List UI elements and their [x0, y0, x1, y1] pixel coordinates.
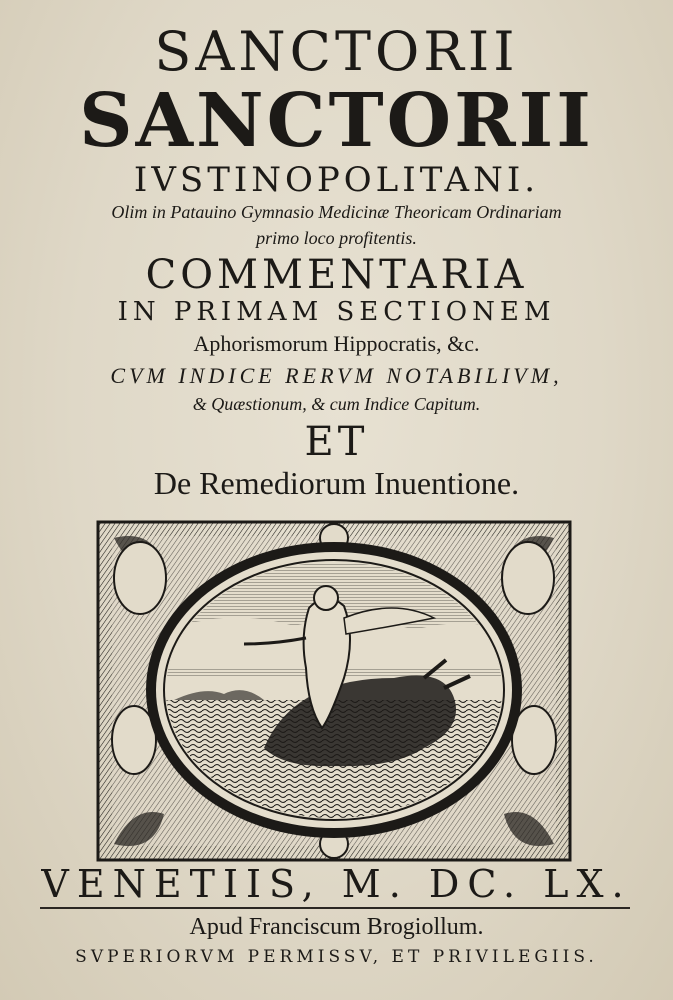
conjunction-et: ET — [304, 419, 369, 465]
woodcut-europa-and-bull-icon — [94, 518, 574, 864]
imprint-rule — [40, 907, 630, 909]
author-name-line-2: SANCTORII — [79, 78, 594, 164]
second-work-title: De Remediorum Inuentione. — [153, 465, 520, 501]
work-subtitle-1: IN PRIMAM SECTIONEM — [117, 297, 556, 327]
imprint-place-date: VENETIIS, M. DC. LX. — [41, 862, 632, 906]
index-note-2: & Quæstionum, & cum Indice Capitum. — [192, 394, 481, 414]
imprint-publisher: Apud Franciscum Brogiollum. — [189, 914, 484, 940]
author-origin: IVSTINOPOLITANI. — [133, 160, 540, 200]
index-note-1: CVM INDICE RERVM NOTABILIVM, — [110, 363, 563, 388]
work-title: COMMENTARIA — [145, 252, 528, 298]
work-subtitle-2: Aphorismorum Hippocratis, &c. — [193, 331, 480, 356]
author-name-line-1: SANCTORII — [154, 20, 519, 83]
author-description-2: primo loco profitentis. — [256, 228, 417, 248]
author-description-1: Olim in Patauino Gymnasio Medicinæ Theoricam Ordinariam — [111, 202, 562, 222]
imprint-permission: SVPERIORVM PERMISSV, ET PRIVILEGIIS. — [75, 947, 598, 967]
